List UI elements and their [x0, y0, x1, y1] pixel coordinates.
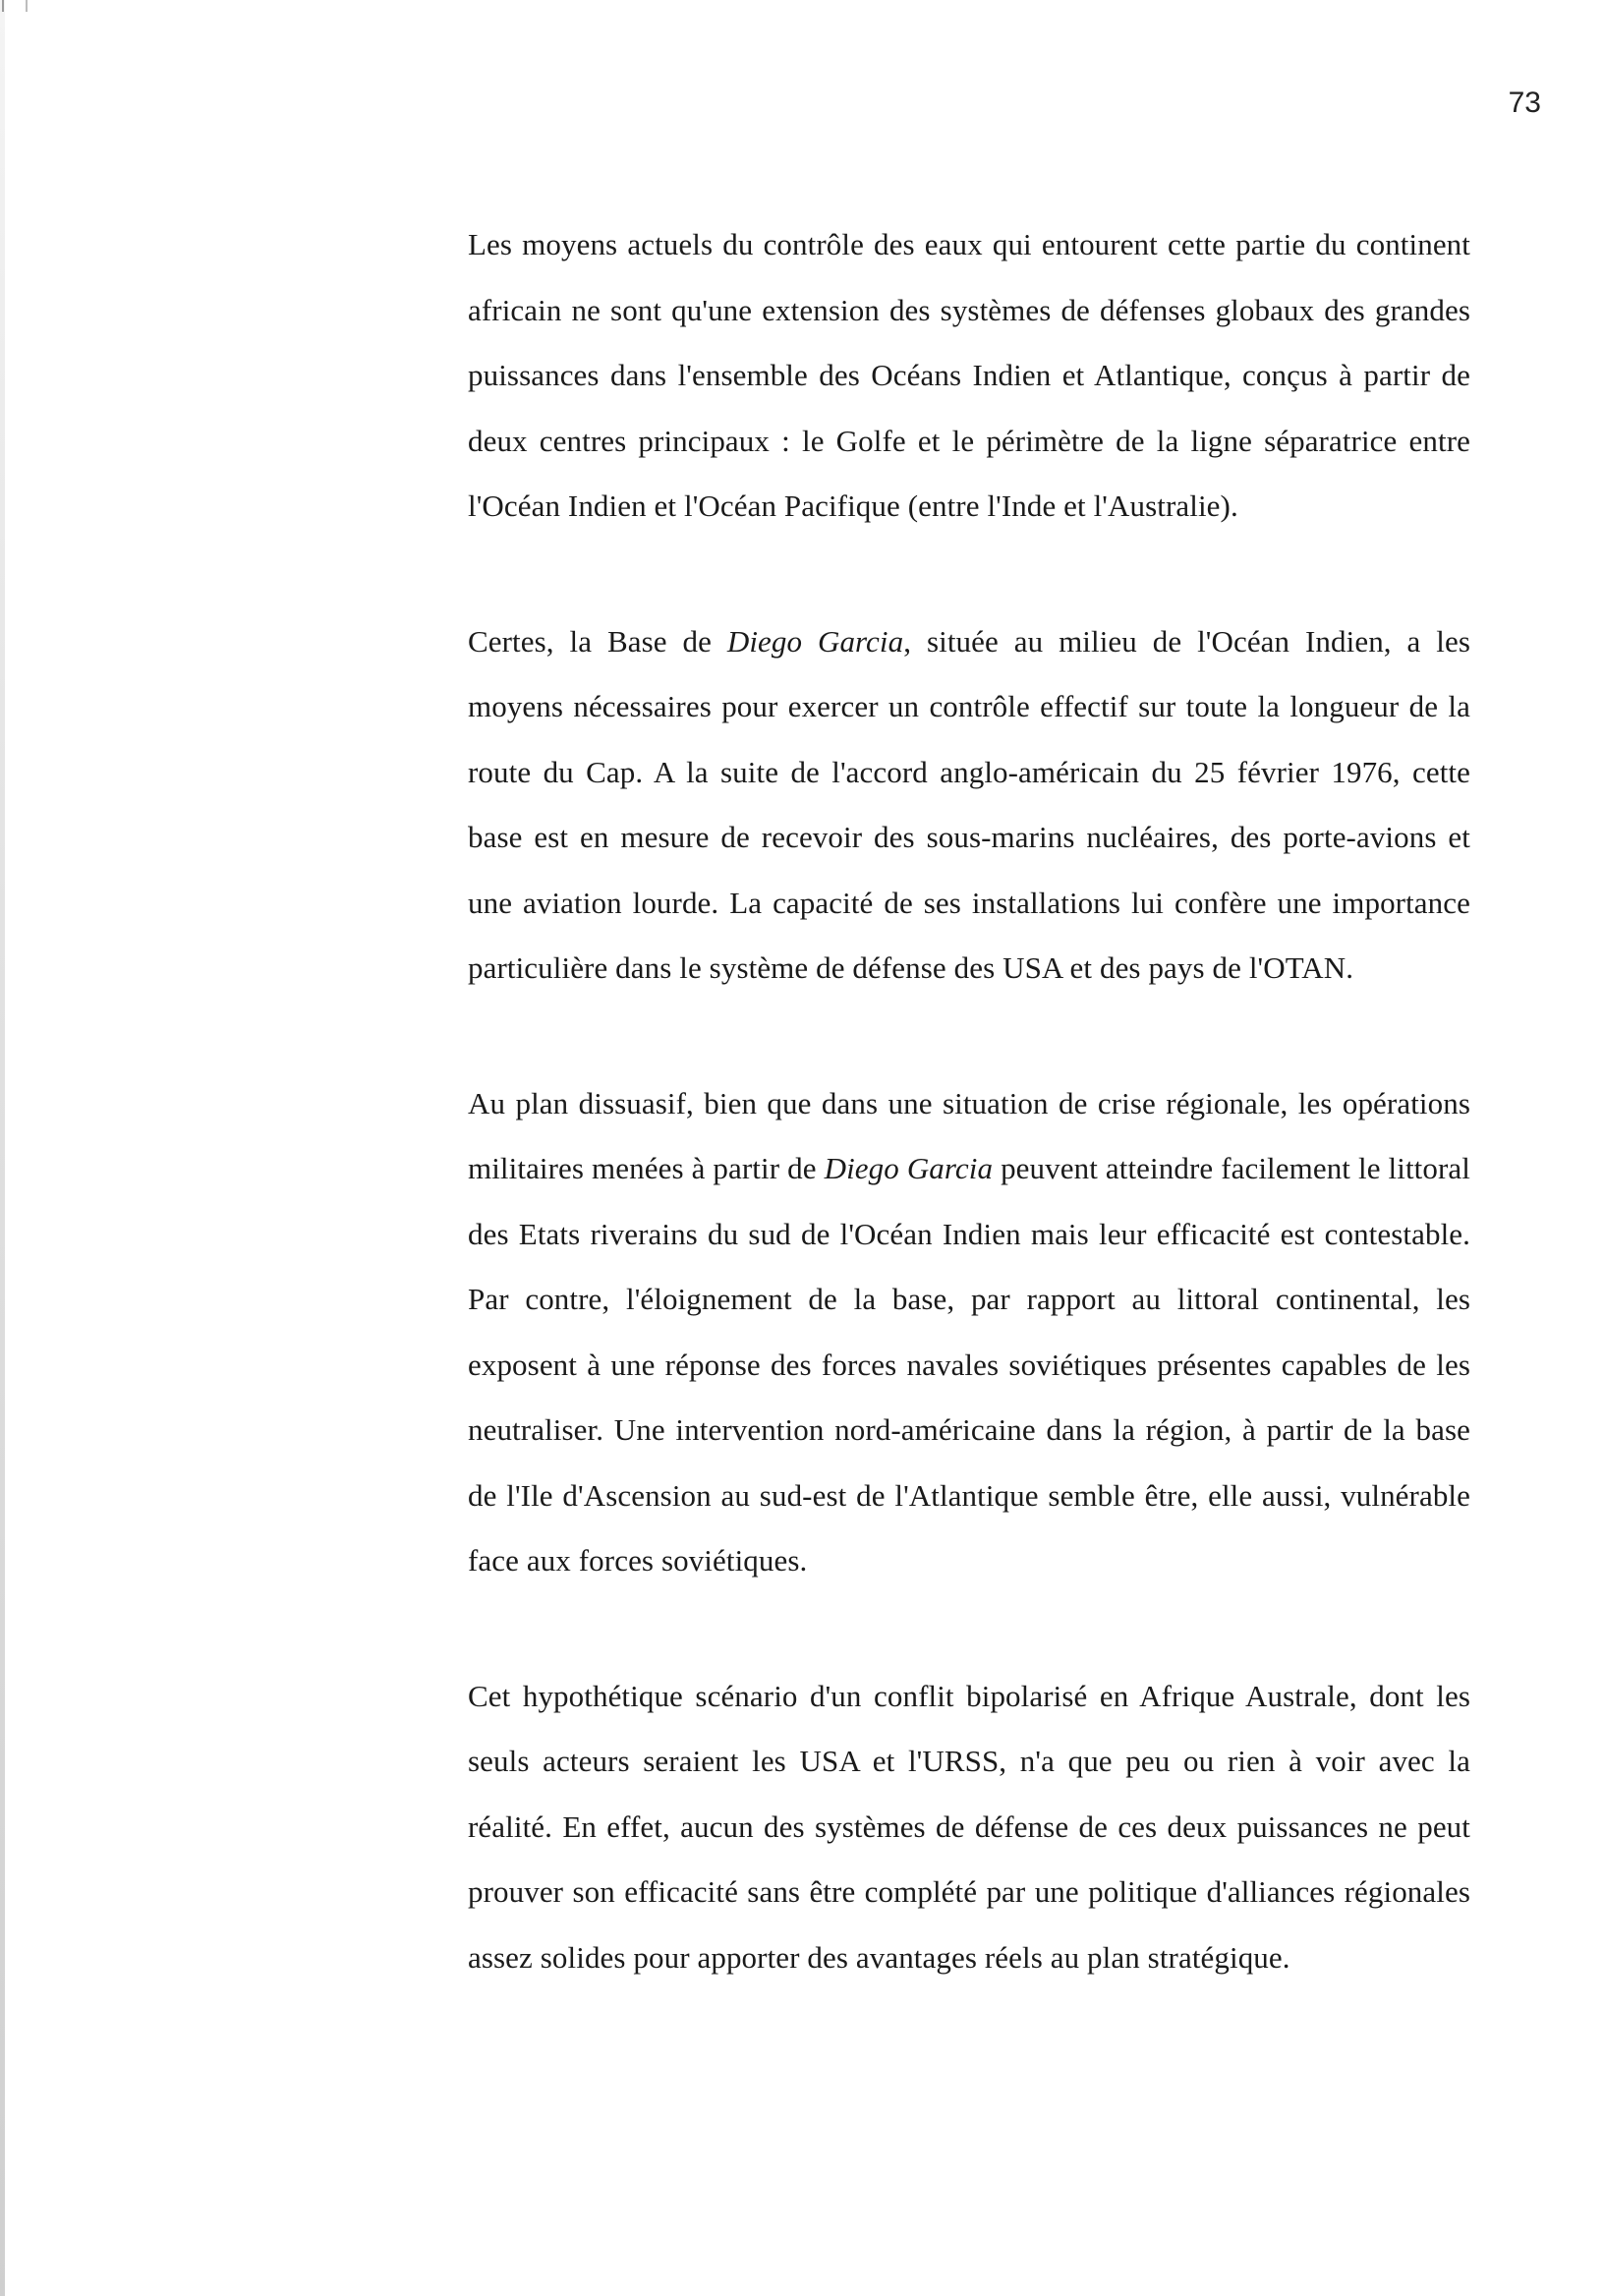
paragraph-2-italic: Diego Garcia	[726, 623, 904, 659]
paragraph-2-text: Certes, la Base de	[468, 623, 727, 659]
paragraph-3-text: Au plan dissuasif, bien que dans une situation de crise régionale, les opérations militaires menées à partir de	[468, 1085, 1470, 1185]
body-text	[468, 212, 1470, 2060]
paragraph-3-text-end: peuvent atteindre facilement le littoral des Etats riverains du sud de l'Océan Indien mais leur efficacité est contestable. Par contre, l'éloignement de la base, par rapport au littoral continental, les exposent à une réponse des forces navales soviétiques présentes capables de les neutraliser. Une intervention nord-américaine dans la région, à partir de la base de l'Ile d'Ascension au sud-est de l'Atlantique semble être, elle aussi, vulnérable face aux forces soviétiques.	[468, 1151, 1470, 1578]
scan-mark	[2, 0, 28, 12]
scan-edge	[0, 0, 5, 2296]
paragraph-3	[468, 1071, 1470, 1594]
paragraph-4	[468, 1664, 1470, 1991]
paragraph-2-text-end: , située au milieu de l'Océan Indien, a les moyens nécessaires pour exercer un contrôle effectif sur toute la longueur de la route du Cap. A la suite de l'accord anglo-américain du 25 février 1976, cette base est en mesure de recevoir des sous-marins nucléaires, des porte-avions et une aviation lourde. La capacité de ses installations lui confère une importance particulière dans le système de défense des USA et des pays de l'OTAN.	[468, 623, 1470, 985]
page-number: 73	[1508, 86, 1541, 119]
paragraph-4-text: Cet hypothétique scénario d'un conflit bipolarisé en Afrique Australe, dont les seuls acteurs seraient les USA et l'URSS, n'a que peu ou rien à voir avec la réalité. En effet, aucun des systèmes de défense de ces deux puissances ne peut prouver son efficacité sans être complété par une politique d'alliances régionales assez solides pour apporter des avantages réels au plan stratégique.	[468, 1678, 1470, 1975]
paragraph-1-text: Les moyens actuels du contrôle des eaux qui entourent cette partie du continent africain ne sont qu'une extension des systèmes de défenses globaux des grandes puissances dans l'ensemble des Océans Indien et Atlantique, conçus à partir de deux centres principaux : le Golfe et le périmètre de la ligne séparatrice entre l'Océan Indien et l'Océan Pacifique (entre l'Inde et l'Australie).	[468, 227, 1470, 523]
paragraph-3-italic: Diego Garcia	[824, 1151, 994, 1185]
paragraph-2	[468, 609, 1470, 1002]
paragraph-1	[468, 212, 1470, 540]
